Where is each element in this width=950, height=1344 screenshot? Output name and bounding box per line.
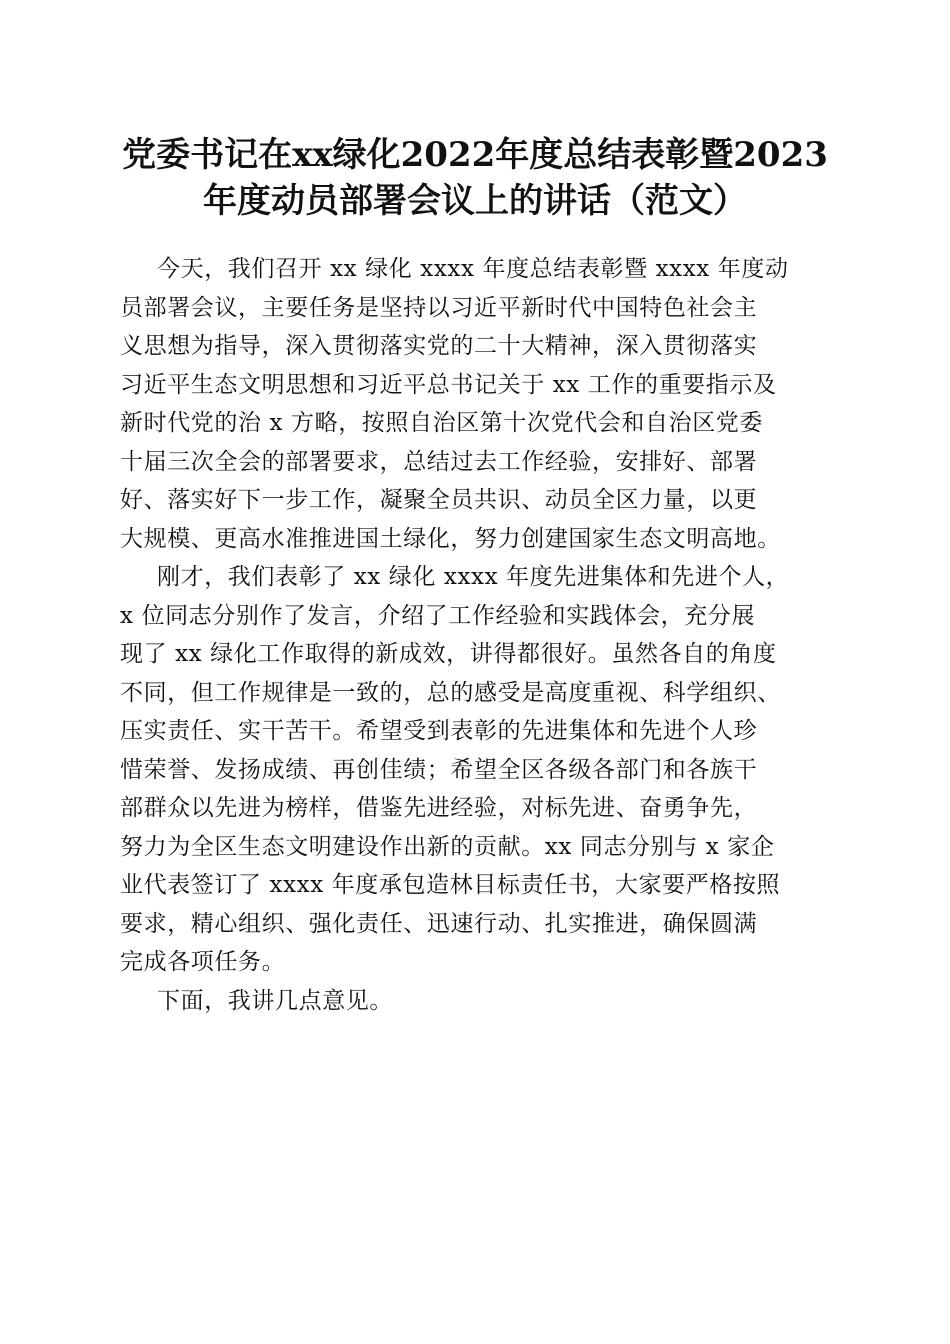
text-line: 今天，我们召开 xx 绿化 xxxx 年度总结表彰暨 xxxx 年度动 xyxy=(157,256,789,282)
text-line: 好、落实好下一步工作，凝聚全员共识、动员全区力量，以更 xyxy=(120,487,758,513)
text-line: 习近平生态文明思想和习近平总书记关于 xx 工作的重要指示及 xyxy=(120,371,777,398)
text-line: 新时代党的治 x 方略，按照自治区第十次党代会和自治区党委 xyxy=(120,410,763,436)
text-line: 完成各项任务。 xyxy=(120,949,286,975)
paragraph-transition xyxy=(120,982,836,1021)
title-line: 年度动员部署会议上的讲话（范文） xyxy=(203,181,747,221)
title-line: 党委书记在xx绿化2022年度总结表彰暨2023 xyxy=(122,135,828,175)
text-line: x 位同志分别作了发言，介绍了工作经验和实践体会，充分展 xyxy=(120,602,756,629)
text-line: 义思想为指导，深入贯彻落实党的二十大精神，深入贯彻落实 xyxy=(120,333,758,359)
text-line: 大规模、更高水准推进国土绿化，努力创建国家生态文明高地。 xyxy=(120,525,781,552)
paragraph-opening xyxy=(120,250,836,558)
text-line: 现了 xx 绿化工作取得的新成效，讲得都很好。虽然各自的角度 xyxy=(120,641,777,667)
text-line: 惜荣誉、发扬成绩、再创佳绩；希望全区各级各部门和各族干 xyxy=(120,756,758,783)
text-line: 要求，精心组织、强化责任、迅速行动、扎实推进，确保圆满 xyxy=(120,910,758,937)
text-line: 刚才，我们表彰了 xx 绿化 xxxx 年度先进集体和先进个人， xyxy=(157,564,790,590)
document-title xyxy=(110,132,840,224)
text-line: 压实责任、实干苦干。希望受到表彰的先进集体和先进个人珍 xyxy=(120,718,758,744)
document-body xyxy=(120,250,836,1020)
text-line: 业代表签订了 xxxx 年度承包造林目标责任书，大家要严格按照 xyxy=(120,872,781,898)
paragraph-commendation xyxy=(120,558,836,982)
text-line: 部群众以先进为榜样，借鉴先进经验，对标先进、奋勇争先， xyxy=(120,795,758,821)
text-line: 下面，我讲几点意见。 xyxy=(157,987,393,1014)
text-line: 员部署会议，主要任务是坚持以习近平新时代中国特色社会主 xyxy=(120,294,758,321)
text-line: 不同，但工作规律是一致的，总的感受是高度重视、科学组织、 xyxy=(120,679,781,706)
text-line: 努力为全区生态文明建设作出新的贡献。xx 同志分别与 x 家企 xyxy=(120,833,775,860)
text-line: 十届三次全会的部署要求，总结过去工作经验，安排好、部署 xyxy=(120,448,758,475)
